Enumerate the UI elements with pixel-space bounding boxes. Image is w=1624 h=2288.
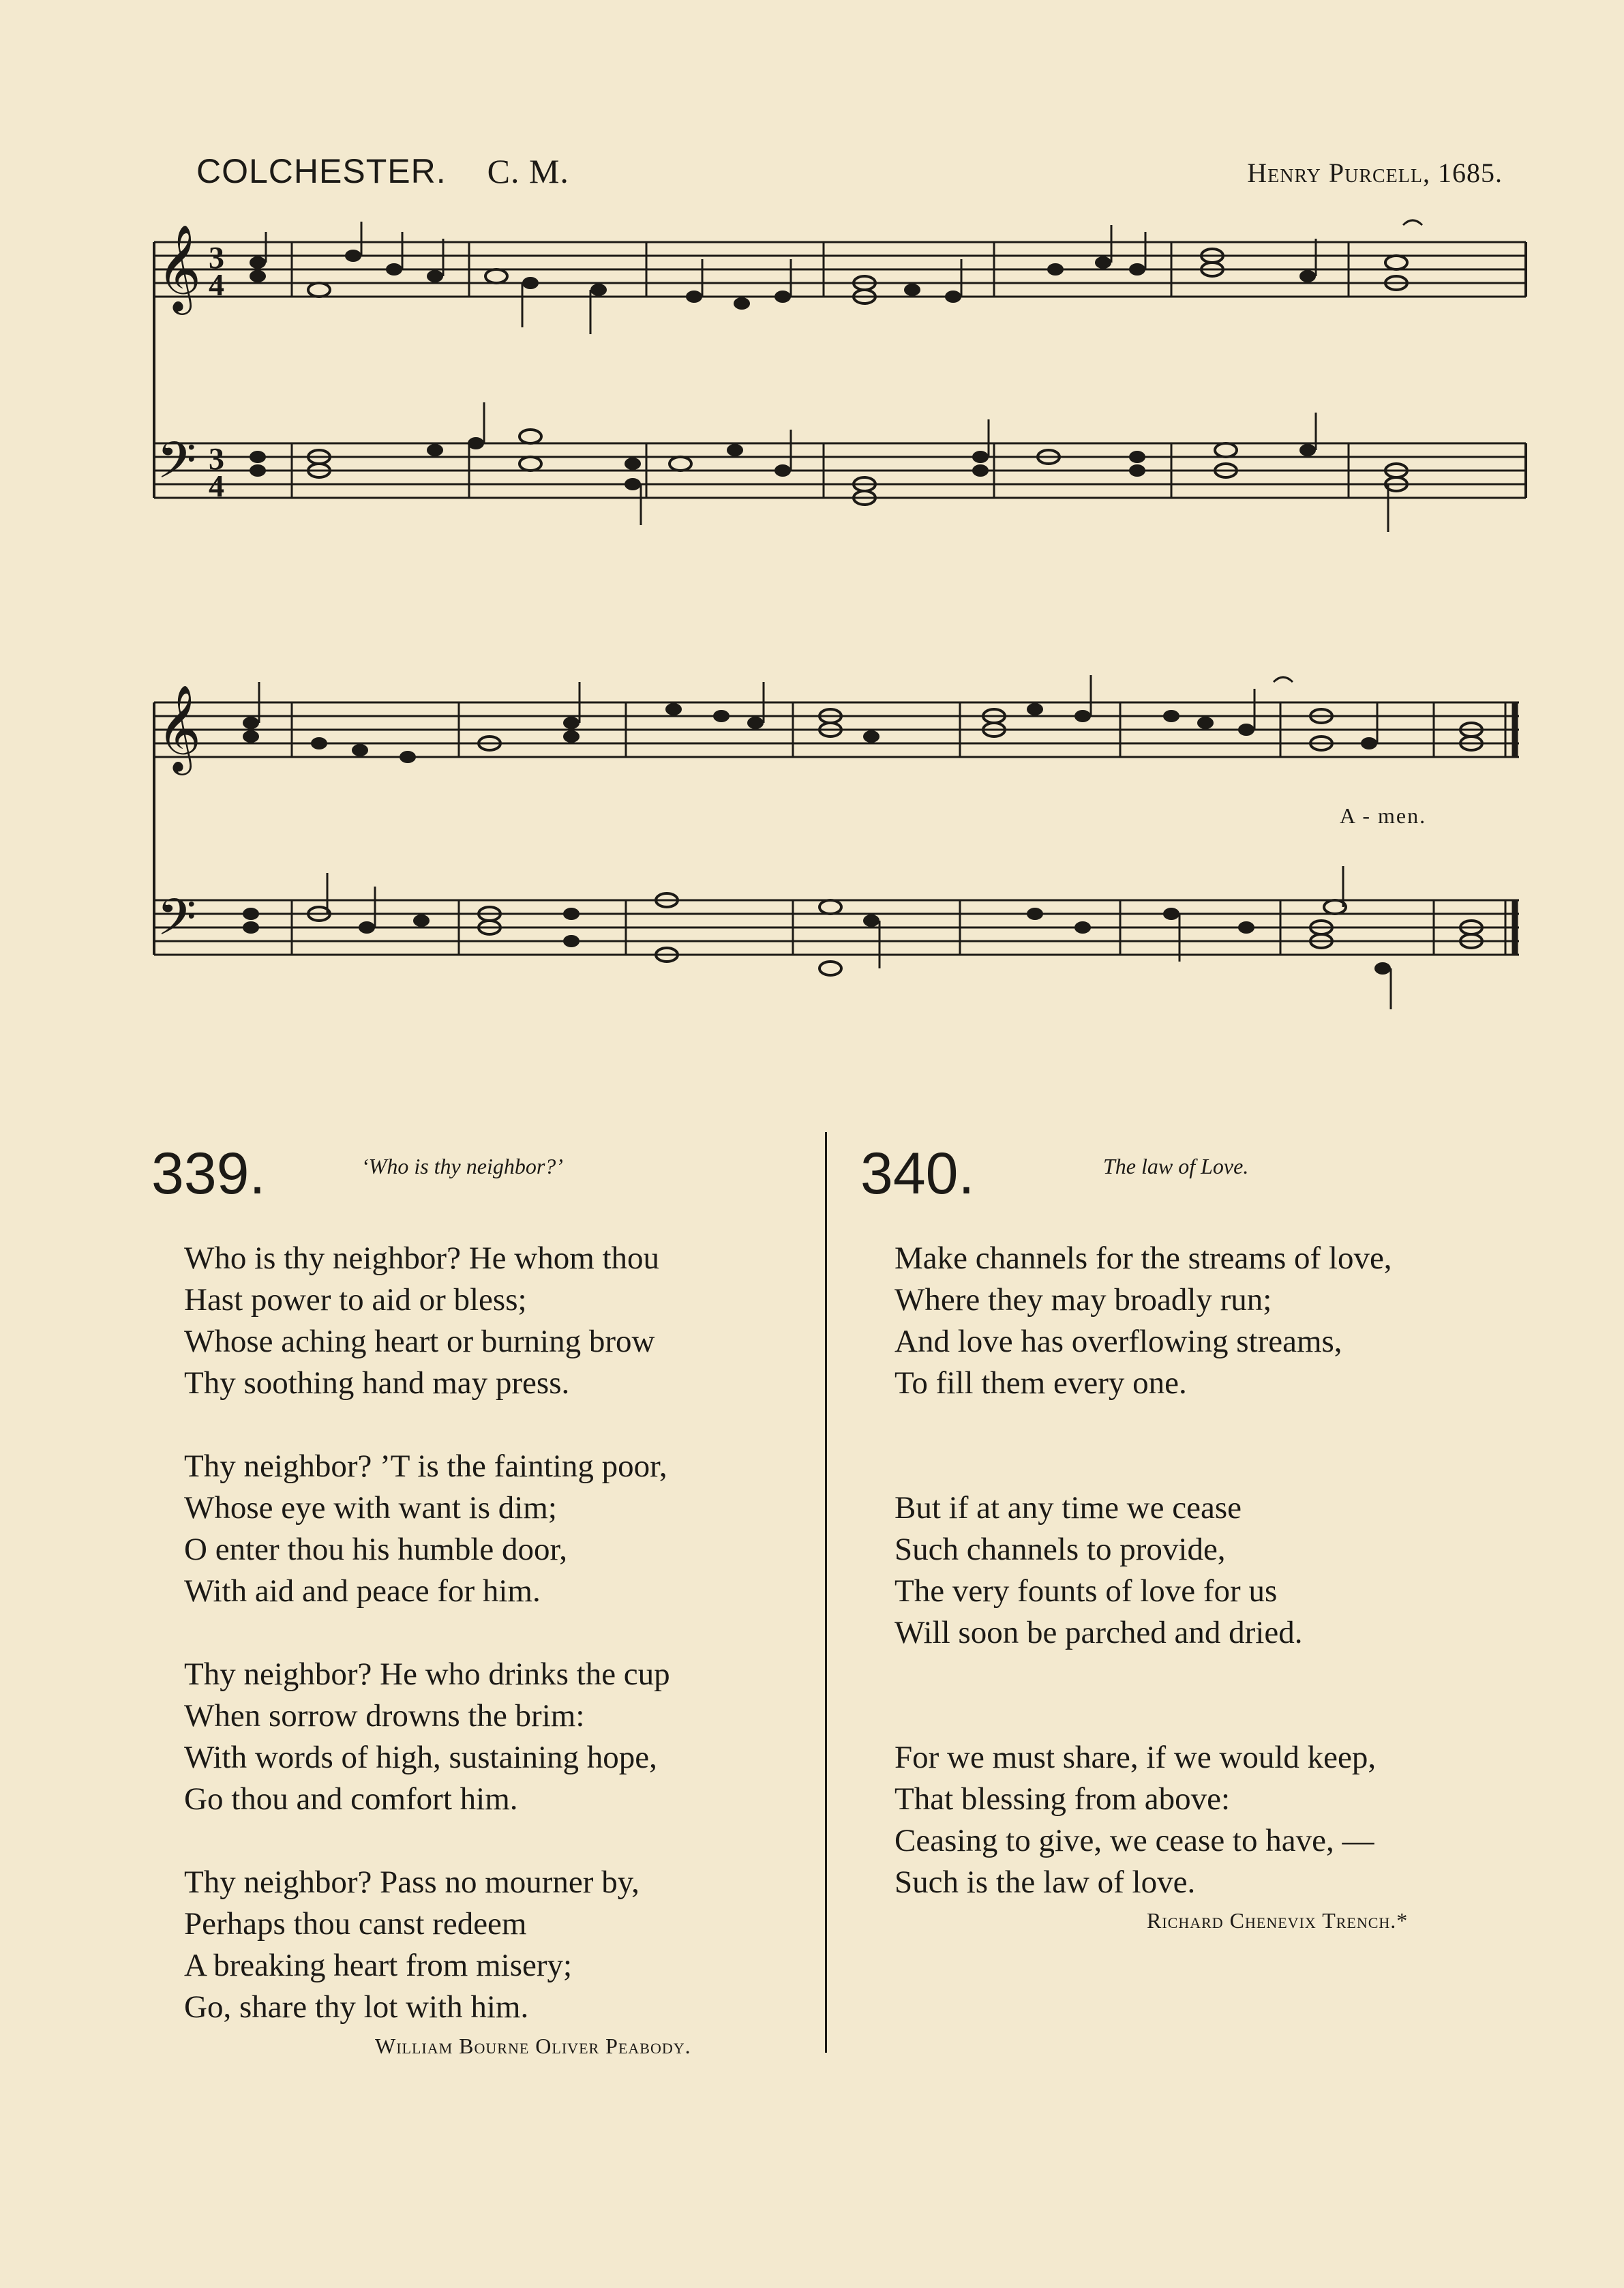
hymn-340-subtitle: The law of Love. (1103, 1154, 1249, 1178)
hymn-340-number: 340. (860, 1141, 975, 1206)
music-system-2 (149, 668, 1533, 1023)
hymn-340-author: Richard Chenevix Trench.* (1147, 1908, 1409, 1933)
svg-text:𝄢: 𝄢 (157, 431, 196, 503)
verse-line: Thy soothing hand may press. (184, 1365, 570, 1401)
hymn-339-stanza-1 (184, 1238, 670, 1404)
verse-line: Ceasing to give, we cease to have, — (894, 1823, 1374, 1858)
verse-line: Will soon be parched and dried. (894, 1615, 1303, 1650)
verse-line: Perhaps thou canst redeem (184, 1906, 527, 1942)
hymn-340-stanza-3 (894, 1737, 1392, 1903)
hymn-340-text (894, 1238, 1392, 1903)
verse-line: Make channels for the streams of love, (894, 1240, 1392, 1276)
verse-line: With aid and peace for him. (184, 1573, 541, 1609)
verse-line: Whose eye with want is dim; (184, 1490, 557, 1526)
hymn-339-stanza-4 (184, 1862, 670, 2028)
tune-meter: C. M. (487, 152, 569, 190)
verse-line: With words of high, sustaining hope, (184, 1740, 657, 1775)
verse-line: Where they may broadly run; (894, 1282, 1272, 1318)
svg-text:𝄢: 𝄢 (157, 888, 196, 960)
svg-text:4: 4 (209, 469, 224, 503)
verse-line: To fill them every one. (894, 1365, 1187, 1401)
verse-line: Go, share thy lot with him. (184, 1989, 529, 2025)
hymn-339-stanza-2 (184, 1446, 670, 1612)
music-staves-1 (149, 218, 1533, 546)
verse-line: O enter thou his humble door, (184, 1532, 568, 1567)
svg-text:𝄞: 𝄞 (157, 224, 202, 311)
verse-line: A breaking heart from misery; (184, 1948, 573, 1983)
amen-lyric: A - men. (1340, 803, 1427, 828)
music-system-1 (149, 218, 1533, 546)
verse-line: Thy neighbor? He who drinks the cup (184, 1656, 670, 1692)
svg-text:3: 3 (209, 240, 224, 275)
verse-line: Whose aching heart or burning brow (184, 1324, 655, 1359)
hymn-340-stanza-2 (894, 1487, 1392, 1654)
verse-line: But if at any time we cease (894, 1490, 1242, 1526)
hymn-340-stanza-1 (894, 1238, 1392, 1404)
tune-header (196, 151, 569, 191)
music-staves-2 (149, 668, 1533, 1023)
tune-name: COLCHESTER. (196, 152, 447, 190)
hymn-339-subtitle: ‘Who is thy neighbor?’ (361, 1154, 563, 1178)
hymn-339-number: 339. (151, 1141, 266, 1206)
verse-line: And love has overflowing streams, (894, 1324, 1342, 1359)
verse-line: The very founts of love for us (894, 1573, 1278, 1609)
verse-line: That blessing from above: (894, 1781, 1231, 1817)
composer-credit: Henry Purcell, 1685. (1247, 158, 1503, 188)
verse-line: Go thou and comfort him. (184, 1781, 518, 1817)
verse-line: Thy neighbor? ’T is the fainting poor, (184, 1448, 667, 1484)
hymn-339-stanza-3 (184, 1654, 670, 1820)
svg-text:3: 3 (209, 441, 224, 476)
svg-text:4: 4 (209, 267, 224, 302)
svg-text:𝄞: 𝄞 (157, 684, 202, 771)
verse-line: Hast power to aid or bless; (184, 1282, 527, 1318)
verse-line: When sorrow drowns the brim: (184, 1698, 585, 1734)
verse-line: For we must share, if we would keep, (894, 1740, 1377, 1775)
column-divider (825, 1132, 827, 2053)
hymn-339-author: William Bourne Oliver Peabody. (375, 2034, 691, 2058)
verse-line: Such channels to provide, (894, 1532, 1226, 1567)
verse-line: Who is thy neighbor? He whom thou (184, 1240, 660, 1276)
verse-line: Thy neighbor? Pass no mourner by, (184, 1864, 640, 1900)
hymn-339-text (184, 1238, 670, 2028)
verse-line: Such is the law of love. (894, 1864, 1196, 1900)
